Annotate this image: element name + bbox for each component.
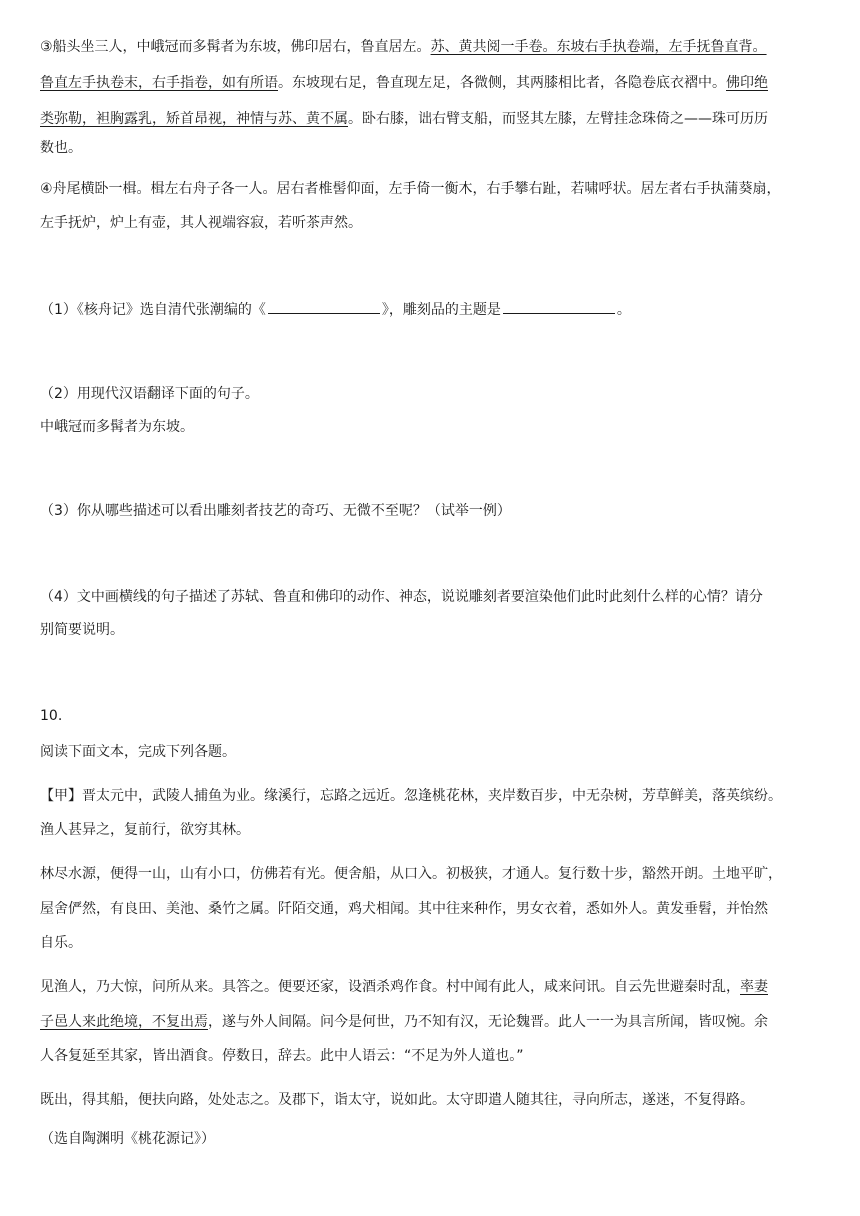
text-span: ③船头坐三人，中峨冠而多髯者为东坡，佛印居右，鲁直居左。	[40, 39, 431, 55]
passage-p1-line1: 【甲】晋太元中，武陵人捕鱼为业。缘溪行，忘路之远近。忽逢桃花林，夹岸数百步，中无杂树，芳草鲜美，落英缤纷。	[40, 788, 782, 804]
passage-p2-line3: 自乐。	[40, 935, 82, 951]
text-span: 。卧右膝，诎右臂支船，而竖其左膝，左臂挂念珠倚之——珠可历历	[348, 111, 768, 127]
para3-line2	[40, 73, 830, 93]
para3-line4: 数也。	[40, 140, 82, 156]
text-span: （1）《核舟记》选自清代张潮编的《	[40, 302, 266, 318]
underlined-sentence: 类弥勒，袒胸露乳，矫首昂视，神情与苏、黄不属	[40, 111, 348, 127]
underlined-sentence: 子邑人来此绝境，不复出焉	[40, 1014, 208, 1030]
passage-p4-line1: 既出，得其船，便扶向路，处处志之。及郡下，诣太守，说如此。太守即遣人随其往，寻向所志，遂迷，不复得路。	[40, 1092, 754, 1108]
para3-line1	[40, 37, 830, 57]
question-1	[40, 299, 830, 320]
underlined-sentence: 鲁直左手执卷末，右手指卷，如有所语	[40, 75, 278, 91]
question-number: 10.	[40, 708, 63, 724]
text-span: 》，雕刻品的主题是	[381, 302, 501, 318]
passage-p3-line2	[40, 1012, 830, 1032]
underlined-sentence: 佛印绝	[726, 75, 768, 91]
text-span: ，遂与外人间隔。问今是何世，乃不知有汉，无论魏晋。此人一一为具言所闻，皆叹惋。余	[208, 1014, 768, 1030]
passage-p2-line2: 屋舍俨然，有良田、美池、桑竹之属。阡陌交通，鸡犬相闻。其中往来种作，男女衣着，悉如外人。黄发垂髫，并怡然	[40, 901, 768, 917]
passage-p3-line3: 人各复延至其家，皆出酒食。停数日，辞去。此中人语云：“不足为外人道也。”	[40, 1048, 524, 1064]
text-span: 。	[616, 302, 631, 318]
answer-blank[interactable]	[503, 299, 615, 314]
passage-source: （选自陶渊明《桃花源记》）	[40, 1131, 215, 1147]
underlined-sentence: 苏、黄共阅一手卷。东坡右手执卷端，左手抚鲁直背。	[430, 39, 767, 55]
passage-p3-line1	[40, 977, 830, 997]
text-span: 。东坡现右足，鲁直现左足，各微侧，其两膝相比者，各隐卷底衣褶中。	[278, 75, 726, 91]
para4-line1: ④舟尾横卧一楫。楫左右舟子各一人。居右者椎髻仰面，左手倚一衡木，右手攀右趾，若啸呼状。居左者右手执蒲葵扇，	[40, 181, 781, 197]
question-4-line2: 别简要说明。	[40, 622, 124, 638]
question-2-prompt: （2）用现代汉语翻译下面的句子。	[40, 386, 259, 402]
question-instruction: 阅读下面文本，完成下列各题。	[40, 744, 236, 760]
para3-line3	[40, 109, 830, 129]
underlined-sentence: 率妻	[740, 979, 768, 995]
answer-blank[interactable]	[268, 299, 380, 314]
question-3: （3）你从哪些描述可以看出雕刻者技艺的奇巧、无微不至呢？（试举一例）	[40, 503, 511, 519]
para4-line2: 左手抚炉，炉上有壶，其人视端容寂，若听茶声然。	[40, 215, 362, 231]
text-span: 见渔人，乃大惊，问所从来。具答之。便要还家，设酒杀鸡作食。村中闻有此人，咸来问讯。自云先世避秦时乱，	[40, 979, 740, 995]
question-4-line1: （4）文中画横线的句子描述了苏轼、鲁直和佛印的动作、神态，说说雕刻者要渲染他们此时此刻什么样的心情？请分	[40, 589, 763, 605]
passage-p2-line1: 林尽水源，便得一山，山有小口，仿佛若有光。便舍船，从口入。初极狭，才通人。复行数十步，豁然开朗。土地平旷，	[40, 866, 782, 882]
question-2-sentence: 中峨冠而多髯者为东坡。	[40, 419, 194, 435]
passage-p1-line2: 渔人甚异之，复前行，欲穷其林。	[40, 822, 250, 838]
